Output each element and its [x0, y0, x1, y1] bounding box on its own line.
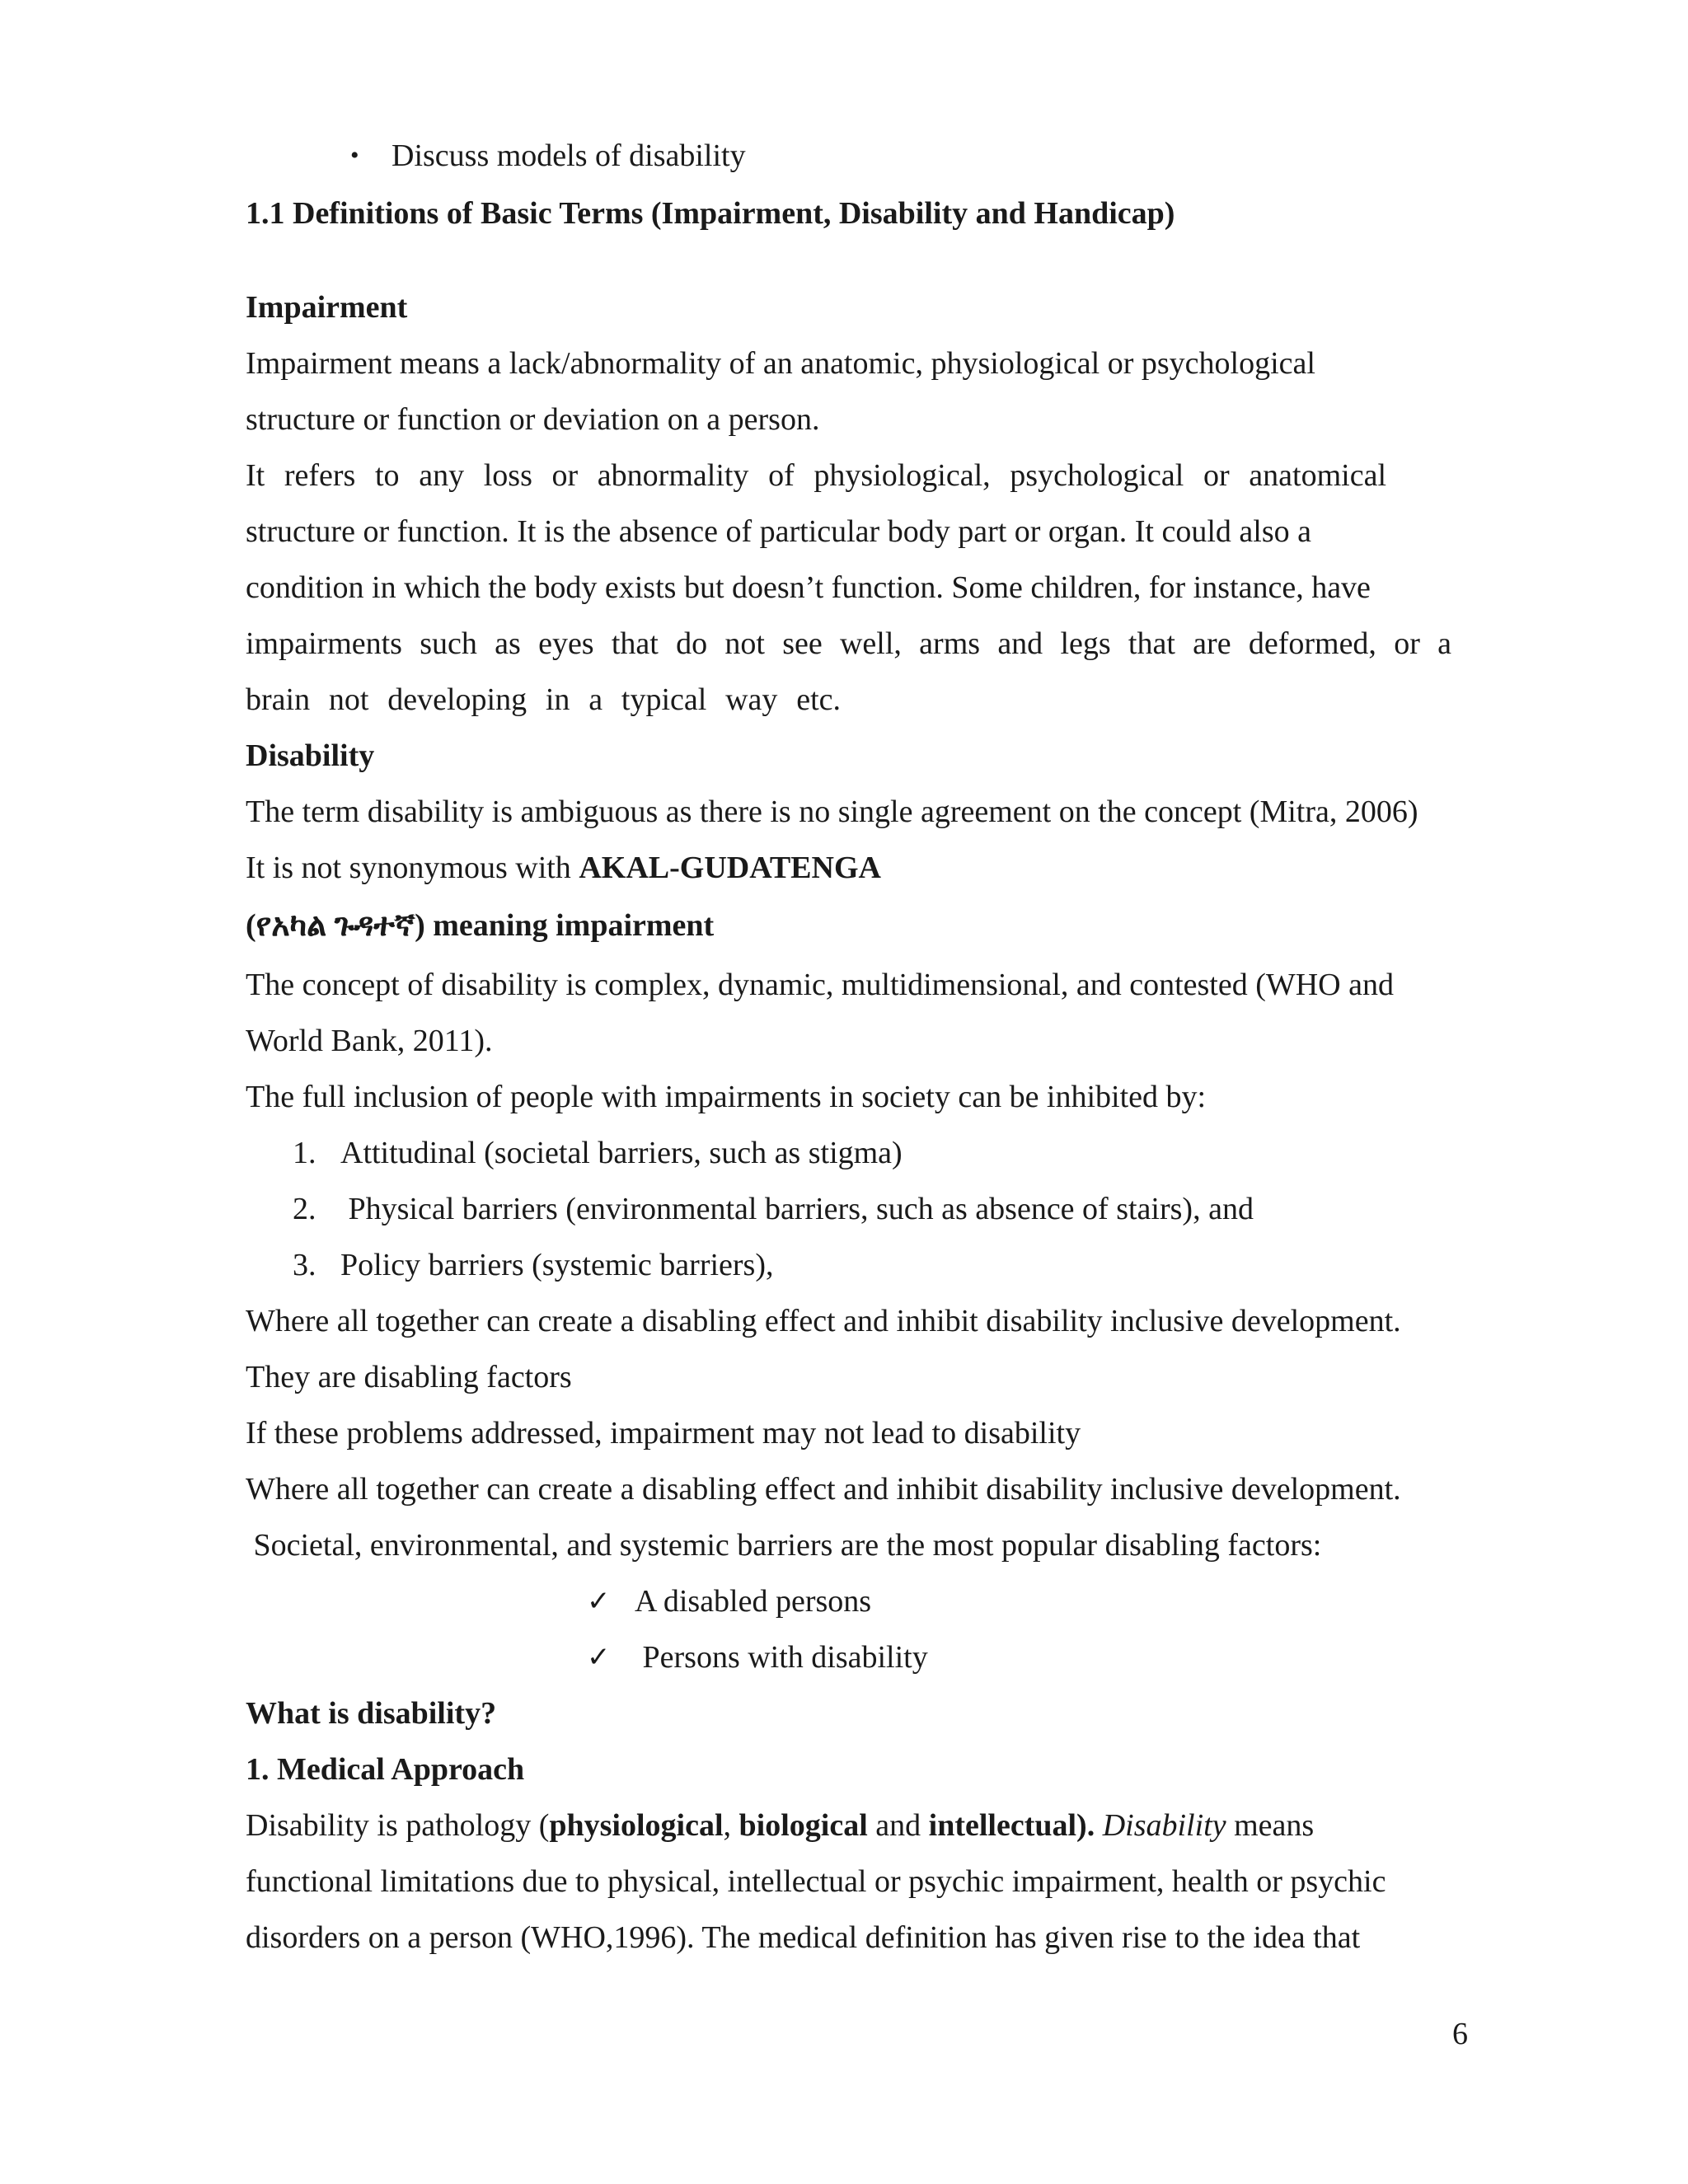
check-icon: ✓: [587, 1641, 611, 1674]
check-item: Persons with disability: [635, 1640, 928, 1675]
medical-line: functional limitations due to physical, intellectual or psychic impairment, health or psychic: [246, 1864, 1386, 1899]
text-run: [1095, 1808, 1103, 1843]
text-run: physiological: [549, 1808, 724, 1843]
text-run: means: [1226, 1808, 1315, 1843]
impairment-line: structure or function. It is the absence of particular body part or organ. It could also a: [246, 514, 1311, 549]
section-heading: 1.1 Definitions of Basic Terms (Impairment, Disability and Handicap): [246, 196, 1175, 231]
disability-synonym-line: [246, 846, 1474, 889]
disability-line: The term disability is ambiguous as there is no single agreement on the concept (Mitra, 2006): [246, 794, 1418, 829]
text-run: intellectual).: [928, 1808, 1095, 1843]
barrier-number: 3.: [293, 1248, 316, 1282]
impairment-line: brain not developing in a typical way etc.: [246, 682, 841, 717]
medical-heading: 1. Medical Approach: [246, 1752, 525, 1787]
barrier-item: Attitudinal (societal barriers, such as stigma): [340, 1136, 903, 1170]
barrier-item: Policy barriers (systemic barriers),: [340, 1248, 774, 1282]
impairment-line: It refers to any loss or abnormality of physiological, psychological or anatomical: [246, 458, 1386, 493]
text-run: Disability: [1102, 1808, 1226, 1843]
text-run: ,: [723, 1808, 739, 1843]
impairment-line: impairments such as eyes that do not see well, arms and legs that are deformed, or a: [246, 626, 1451, 661]
paragraph-line: Where all together can create a disabling effect and inhibit disability inclusive development.: [246, 1472, 1401, 1507]
medical-line: [246, 1804, 1474, 1847]
paragraph-line: Where all together can create a disabling effect and inhibit disability inclusive development.: [246, 1304, 1401, 1338]
check-icon: ✓: [587, 1585, 611, 1618]
intro-bullet-text: Discuss models of disability: [392, 138, 746, 173]
concept-line: The concept of disability is complex, dynamic, multidimensional, and contested (WHO and: [246, 968, 1394, 1002]
text-run: and: [867, 1808, 929, 1843]
inclusion-line: The full inclusion of people with impairments in society can be inhibited by:: [246, 1080, 1207, 1114]
barrier-number: 1.: [293, 1136, 316, 1170]
paragraph-line: They are disabling factors: [246, 1360, 572, 1394]
impairment-line: condition in which the body exists but doesn’t function. Some children, for instance, have: [246, 570, 1371, 605]
paragraph-line: Societal, environmental, and systemic barriers are the most popular disabling factors:: [246, 1528, 1322, 1563]
paragraph-line: If these problems addressed, impairment may not lead to disability: [246, 1416, 1081, 1451]
page-number: 6: [1452, 2017, 1468, 2051]
impairment-line: Impairment means a lack/abnormality of an anatomic, physiological or psychological: [246, 346, 1315, 381]
medical-line: disorders on a person (WHO,1996). The medical definition has given rise to the idea that: [246, 1920, 1361, 1955]
what-is-heading: What is disability?: [246, 1696, 497, 1731]
impairment-line: structure or function or deviation on a person.: [246, 402, 820, 437]
impairment-heading: Impairment: [246, 290, 408, 325]
barrier-number: 2.: [293, 1192, 316, 1226]
text-run: biological: [738, 1808, 868, 1843]
bullet-icon: •: [350, 142, 359, 169]
amharic-term-line: (የአካል ጉዳተኛ) meaning impairment: [246, 908, 715, 943]
text-run: Disability is pathology (: [246, 1808, 550, 1843]
barrier-item: Physical barriers (environmental barriers, such as absence of stairs), and: [340, 1192, 1254, 1226]
disability-heading: Disability: [246, 738, 375, 773]
synonym-prefix: It is not synonymous with: [246, 851, 579, 885]
synonym-term: AKAL-GUDATENGA: [579, 851, 881, 885]
concept-line: World Bank, 2011).: [246, 1024, 493, 1058]
check-item: A disabled persons: [635, 1584, 872, 1619]
